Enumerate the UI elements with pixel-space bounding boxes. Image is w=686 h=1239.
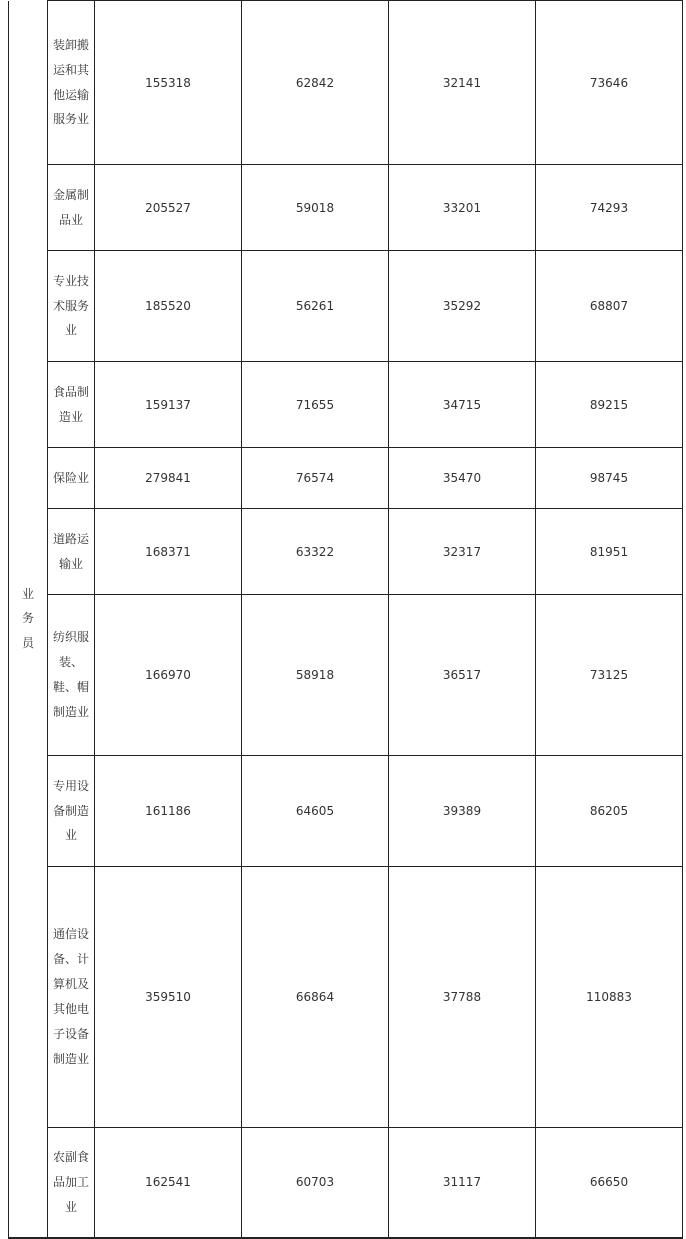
value-cell: 162541 <box>95 1128 242 1238</box>
industry-cell <box>48 362 95 448</box>
value-cell: 35470 <box>389 448 536 509</box>
industry-label: 装卸搬运和其他运输服务业 <box>52 37 89 127</box>
value-cell: 39389 <box>389 756 536 867</box>
value-cell: 34715 <box>389 362 536 448</box>
table-row <box>9 362 683 448</box>
industry-cell <box>48 595 95 756</box>
value-cell: 89215 <box>536 362 683 448</box>
table-row <box>9 448 683 509</box>
table-row <box>9 1128 683 1238</box>
value-cell: 35292 <box>389 251 536 362</box>
industry-label: 纺织服装、鞋、帽制造业 <box>52 630 89 719</box>
value-cell: 110883 <box>536 867 683 1128</box>
value-cell: 168371 <box>95 509 242 595</box>
value-cell: 60703 <box>242 1128 389 1238</box>
value-cell: 66650 <box>536 1128 683 1238</box>
table-row <box>9 867 683 1128</box>
value-cell: 71655 <box>242 362 389 448</box>
industry-cell <box>48 1 95 165</box>
value-cell: 74293 <box>536 165 683 251</box>
value-cell: 155318 <box>95 1 242 165</box>
value-cell: 59018 <box>242 165 389 251</box>
value-cell: 68807 <box>536 251 683 362</box>
value-cell: 279841 <box>95 448 242 509</box>
table-row <box>9 595 683 756</box>
industry-cell <box>48 867 95 1128</box>
industry-label: 专用设备制造业 <box>52 778 89 843</box>
industry-cell <box>48 165 95 251</box>
value-cell: 185520 <box>95 251 242 362</box>
industry-cell <box>48 509 95 595</box>
value-cell: 32317 <box>389 509 536 595</box>
table-row <box>9 165 683 251</box>
value-cell: 62842 <box>242 1 389 165</box>
value-cell: 63322 <box>242 509 389 595</box>
value-cell: 32141 <box>389 1 536 165</box>
industry-label: 道路运输业 <box>52 531 89 571</box>
value-cell: 359510 <box>95 867 242 1128</box>
value-cell: 166970 <box>95 595 242 756</box>
table-row <box>9 509 683 595</box>
industry-label: 金属制品业 <box>52 187 89 227</box>
value-cell: 73125 <box>536 595 683 756</box>
value-cell: 37788 <box>389 867 536 1128</box>
value-cell: 159137 <box>95 362 242 448</box>
industry-label: 食品制造业 <box>52 384 89 424</box>
industry-cell <box>48 251 95 362</box>
industry-label: 通信设备、计算机及其他电子设备制造业 <box>52 927 89 1066</box>
value-cell: 98745 <box>536 448 683 509</box>
role-cell <box>9 1 48 1238</box>
industry-label: 保险业 <box>52 470 89 485</box>
value-cell: 73646 <box>536 1 683 165</box>
value-cell: 76574 <box>242 448 389 509</box>
industry-cell <box>48 1128 95 1238</box>
industry-label: 专业技术服务业 <box>52 273 89 338</box>
industry-cell <box>48 448 95 509</box>
table-row <box>9 756 683 867</box>
value-cell: 33201 <box>389 165 536 251</box>
value-cell: 58918 <box>242 595 389 756</box>
value-cell: 205527 <box>95 165 242 251</box>
salary-table <box>8 0 683 1239</box>
value-cell: 64605 <box>242 756 389 867</box>
value-cell: 66864 <box>242 867 389 1128</box>
value-cell: 31117 <box>389 1128 536 1238</box>
table-row <box>9 1 683 165</box>
role-label: 业务员 <box>21 586 34 650</box>
industry-cell <box>48 756 95 867</box>
table-row <box>9 251 683 362</box>
industry-label: 农副食品加工业 <box>52 1149 89 1214</box>
value-cell: 161186 <box>95 756 242 867</box>
value-cell: 81951 <box>536 509 683 595</box>
value-cell: 36517 <box>389 595 536 756</box>
value-cell: 56261 <box>242 251 389 362</box>
value-cell: 86205 <box>536 756 683 867</box>
